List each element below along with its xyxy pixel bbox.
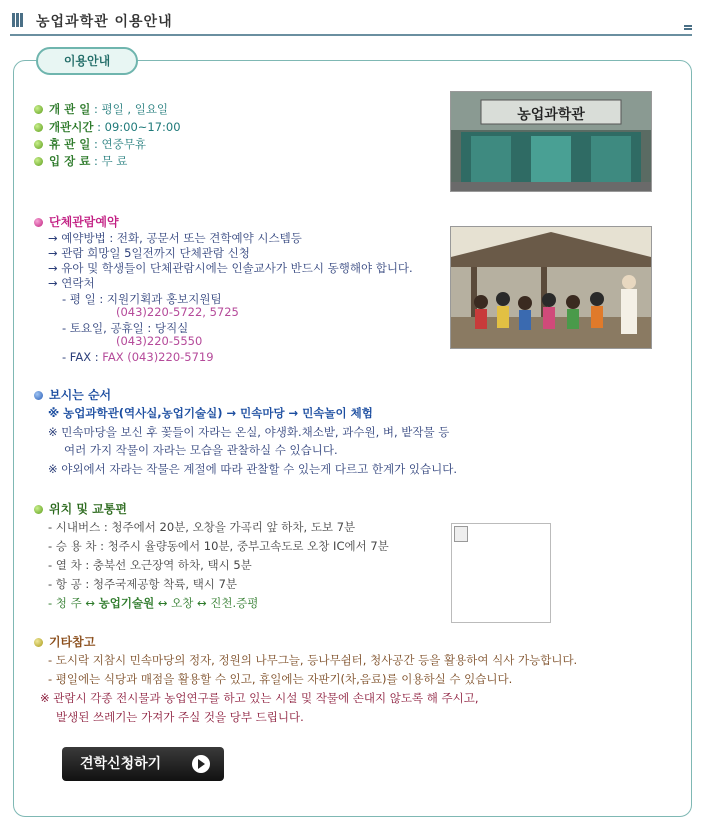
notes-line: - 평일에는 식당과 매점을 활용할 수 있고, 휴일에는 자판기(차,음료)를 이용하실 수 있습니다. bbox=[48, 672, 513, 686]
group-visit-item: → 연락처 bbox=[48, 276, 95, 290]
info-row-fee: 입 장 료 : 무 료 bbox=[34, 153, 127, 169]
notes-warning: ※ 관람시 각종 전시물과 농업연구를 하고 있는 시설 및 작물에 손대지 않도록 해 주시고, bbox=[40, 691, 479, 705]
arrow-right-icon bbox=[192, 755, 210, 773]
contact-holiday-phone: (043)220-5550 bbox=[116, 334, 203, 348]
route-line: - 청 주 ↔ 농업기술원 ↔ 오창 ↔ 진천.증평 bbox=[48, 596, 259, 610]
contact-holiday: - 토요일, 공휴일 : 당직실 bbox=[62, 321, 189, 335]
corner-lines-icon bbox=[684, 24, 692, 30]
info-value: 무 료 bbox=[101, 154, 128, 168]
contact-weekday: - 평 일 : 지원기획과 홍보지원팀 bbox=[62, 292, 222, 306]
viewing-order-text: 여러 가지 작물이 자라는 모습을 관찰하실 수 있습니다. bbox=[64, 443, 338, 457]
page-title: 농업과학관 이용안내 bbox=[36, 14, 173, 30]
info-row-open-days: 개 관 일 : 평일 , 일요일 bbox=[34, 101, 168, 117]
bullet-icon bbox=[34, 505, 43, 514]
bullet-icon bbox=[34, 218, 43, 227]
viewing-order-text: ※ 민속마당을 보신 후 꽃들이 자라는 온실, 야생화.채소밭, 과수원, 벼, 밭작물 등 bbox=[48, 425, 450, 439]
location-heading: 위치 및 교통편 bbox=[34, 500, 127, 517]
info-value: 평일 , 일요일 bbox=[101, 102, 169, 116]
bullet-icon bbox=[34, 157, 43, 166]
viewing-order-text: ※ 야외에서 자라는 작물은 계절에 따라 관찰할 수 있는게 다르고 한계가 있습니다. bbox=[48, 462, 457, 476]
info-value: 09:00~17:00 bbox=[104, 120, 181, 134]
viewing-order-heading: 보시는 순서 bbox=[34, 386, 111, 403]
bullet-icon bbox=[34, 140, 43, 149]
page-header bbox=[10, 8, 692, 36]
transport-line: - 열 차 : 충북선 오근장역 하차, 택시 5분 bbox=[48, 558, 252, 572]
info-value: 연중무휴 bbox=[101, 137, 146, 151]
broken-image-icon bbox=[454, 526, 468, 542]
group-visit-item: → 예약방법 : 전화, 공문서 또는 견학예약 시스템등 bbox=[48, 231, 302, 245]
group-visitors-photo bbox=[450, 226, 652, 349]
bullet-icon bbox=[34, 638, 43, 647]
group-visit-item: → 관람 희망일 5일전까지 단체관람 신청 bbox=[48, 246, 250, 260]
bullet-icon bbox=[34, 391, 43, 400]
building-entrance-photo bbox=[450, 91, 652, 192]
info-row-hours: 개관시간 : 09:00~17:00 bbox=[34, 119, 181, 135]
header-bars-icon bbox=[12, 13, 26, 27]
apply-tour-button[interactable] bbox=[62, 747, 224, 781]
contact-fax: - FAX : FAX (043)220-5719 bbox=[62, 350, 214, 364]
tab-usage-guide: 이용안내 bbox=[36, 47, 138, 75]
apply-tour-label: 견학신청하기 bbox=[80, 756, 162, 772]
contact-weekday-phone: (043)220-5722, 5725 bbox=[116, 305, 239, 319]
notes-heading: 기타참고 bbox=[34, 633, 95, 650]
bullet-icon bbox=[34, 105, 43, 114]
notes-warning: 발생된 쓰레기는 가져가 주실 것을 당부 드립니다. bbox=[56, 710, 304, 724]
info-row-closed: 휴 관 일 : 연중무휴 bbox=[34, 136, 146, 152]
transport-line: - 승 용 차 : 청주시 율량동에서 10분, 중부고속도로 오창 IC에서 7분 bbox=[48, 539, 389, 553]
bullet-icon bbox=[34, 123, 43, 132]
group-visit-item: → 유아 및 학생들이 단체관람시에는 인솔교사가 반드시 동행해야 합니다. bbox=[48, 261, 413, 275]
building-sign-text: 농업과학관 bbox=[517, 107, 585, 123]
group-visit-heading: 단체관람예약 bbox=[34, 213, 119, 230]
viewing-order-route: ※ 농업과학관(역사실,농업기술실) → 민속마당 → 민속놀이 체험 bbox=[48, 406, 373, 420]
transport-line: - 시내버스 : 청주에서 20분, 오창을 가곡리 앞 하차, 도보 7분 bbox=[48, 520, 356, 534]
transport-line: - 항 공 : 청주국제공항 착륙, 택시 7분 bbox=[48, 577, 238, 591]
notes-line: - 도시락 지참시 민속마당의 정자, 정원의 나무그늘, 등나무쉼터, 청사공간 등을 활용하여 식사 가능합니다. bbox=[48, 653, 578, 667]
map-image-placeholder bbox=[451, 523, 551, 623]
